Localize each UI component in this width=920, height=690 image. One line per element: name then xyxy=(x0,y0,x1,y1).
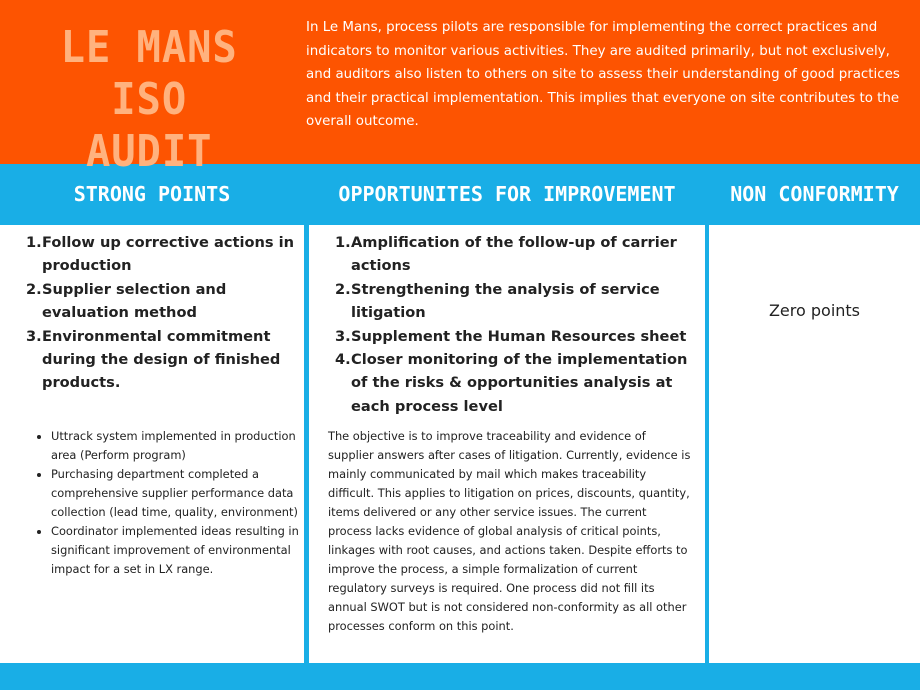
non-conformity-heading: NON CONFORMITY xyxy=(730,182,899,206)
item-number: 3. xyxy=(26,327,42,345)
note-item: • Uttrack system implemented in production area (Perform program) xyxy=(51,427,306,465)
strong-points-notes xyxy=(37,427,306,579)
item-text: Strengthening the analysis of service litigation xyxy=(351,280,660,322)
list-item xyxy=(335,278,690,325)
intro-paragraph: In Le Mans, process pilots are responsible for implementing the correct practices and indicators to monitor various activities. They are audited primarily, but not exclusively, and auditors also listen to others on site to assess their understanding of good practices and their practical implementation. This implies that everyone on site contributes to the overall outcome. xyxy=(306,20,900,129)
item-number: 1. xyxy=(335,234,351,251)
list-item xyxy=(26,325,296,395)
item-number: 3. xyxy=(335,327,351,345)
non-conformity-panel xyxy=(709,225,920,663)
strong-points-panel xyxy=(0,225,304,663)
non-conformity-text: Zero points xyxy=(768,301,861,320)
page-title xyxy=(48,22,250,178)
list-item xyxy=(335,348,690,418)
list-item xyxy=(335,231,690,278)
improvement-list xyxy=(335,231,690,418)
strong-points-heading: STRONG POINTS xyxy=(73,182,231,206)
item-number: 2. xyxy=(335,280,351,298)
item-text: Amplification of the follow-up of carrier actions xyxy=(351,234,677,275)
item-number: 4. xyxy=(335,351,351,369)
improvement-paragraph: The objective is to improve traceability and evidence of supplier answers after cases of litigation. Currently, evidence is mainly communicated by mail which makes traceability difficult. This applies to litigation on prices, discounts, quantity, items delivered or any other service issues. The current process lacks evidence of global analysis of critical points, linkages with root causes, and actions taken. Despite efforts to improve the process, a simple formalization of current regulatory surveys is required. One process did not fill its annual SWOT but is not considered non-conformity as all other processes conform on this point. xyxy=(328,429,691,633)
item-text: Supplier selection and evaluation method xyxy=(42,280,227,322)
list-item xyxy=(26,278,296,325)
item-text: Closer monitoring of the implementation of the risks & opportunities analysis at each process level xyxy=(351,351,688,415)
header-banner xyxy=(0,0,920,177)
title-line-1: LE MANS xyxy=(60,22,238,73)
list-item xyxy=(26,231,296,278)
improvement-heading: OPPORTUNITES FOR IMPROVEMENT xyxy=(338,182,676,206)
list-item xyxy=(335,325,690,348)
strong-points-list xyxy=(26,231,296,395)
title-line-2: ISO AUDIT xyxy=(85,74,213,177)
note-item: • Purchasing department completed a comprehensive supplier performance data collection (lead time, quality, environment) xyxy=(51,465,306,522)
improvement-panel xyxy=(309,225,705,663)
item-text: Supplement the Human Resources sheet xyxy=(351,327,687,345)
note-item: • Coordinator implemented ideas resulting in significant improvement of environmental impact for a set in LX range. xyxy=(51,522,306,579)
item-text: Environmental commitment during the design of finished products. xyxy=(42,327,281,392)
item-number: 2. xyxy=(26,280,42,298)
item-number: 1. xyxy=(26,234,42,251)
item-text: Follow up corrective actions in production xyxy=(42,234,295,275)
